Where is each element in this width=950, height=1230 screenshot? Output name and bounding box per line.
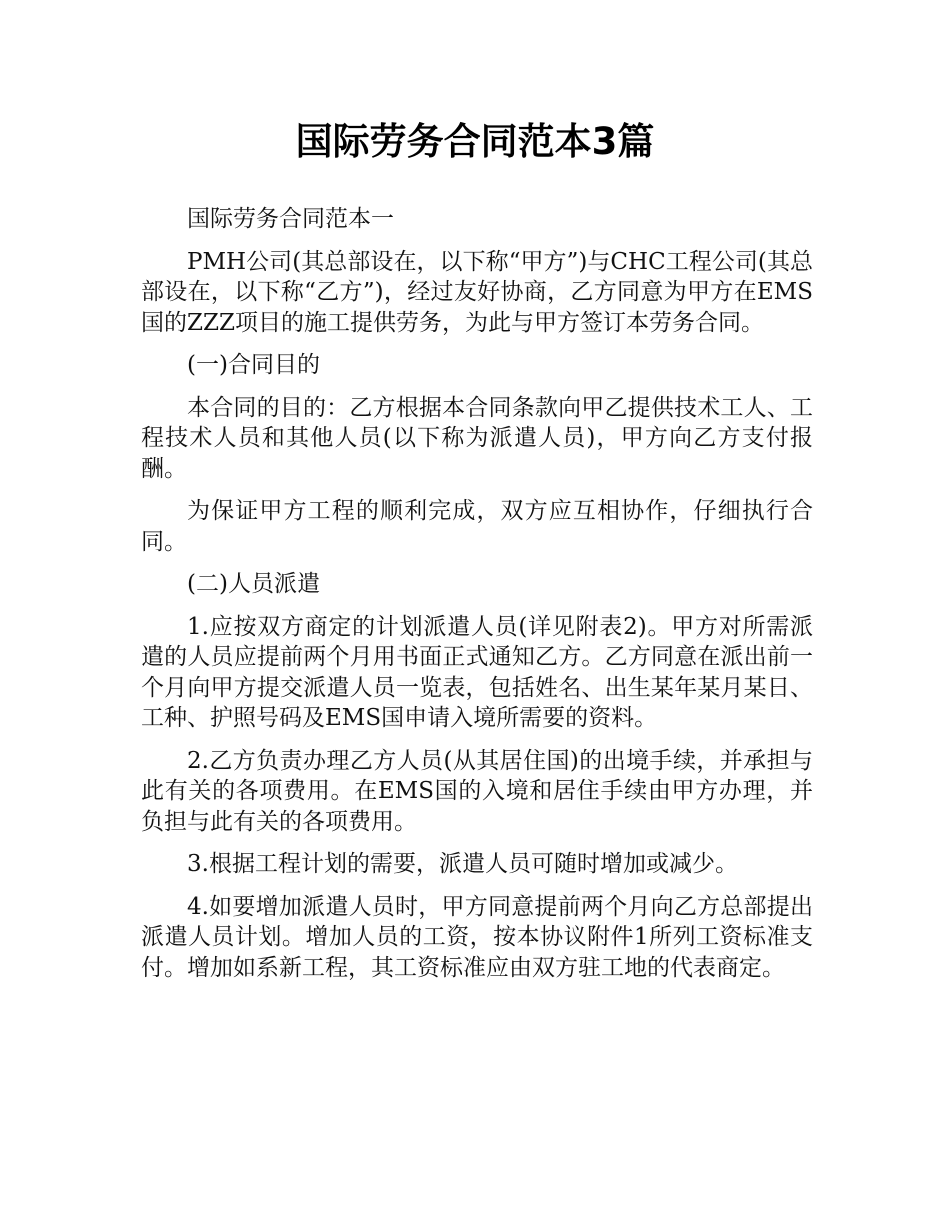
paragraph: 2.乙方负责办理乙方人员(从其居住国)的出境手续，并承担与此有关的各项费用。在EMS国的入境和居住手续由甲方办理，并负担与此有关的各项费用。 <box>141 747 813 835</box>
section-heading: 国际劳务合同范本一 <box>187 206 394 232</box>
section-heading: (一)合同目的 <box>187 352 320 378</box>
document-title: 国际劳务合同范本3篇 <box>295 120 655 163</box>
paragraph: 为保证甲方工程的顺利完成，双方应互相协作，仔细执行合同。 <box>141 498 813 555</box>
paragraph: PMH公司(其总部设在，以下称“甲方”)与CHC工程公司(其总部设在，以下称“乙方”)，经过友好协商，乙方同意为甲方在EMS国的ZZZ项目的施工提供劳务，为此与甲方签订本劳务合同。 <box>141 248 813 336</box>
paragraph: 本合同的目的：乙方根据本合同条款向甲乙提供技术工人、工程技术人员和其他人员(以下称为派遣人员)，甲方向乙方支付报酬。 <box>141 394 813 482</box>
section-heading: (二)人员派遣 <box>187 571 320 597</box>
paragraph: 3.根据工程计划的需要，派遣人员可随时增加或减少。 <box>187 851 738 877</box>
paragraph: 1.应按双方商定的计划派遣人员(详见附表2)。甲方对所需派遣的人员应提前两个月用书面正式通知乙方。乙方同意在派出前一个月向甲方提交派遣人员一览表，包括姓名、出生某年某月某日、工种、护照号码及EMS国申请入境所需要的资料。 <box>141 613 813 731</box>
paragraph: 4.如要增加派遣人员时，甲方同意提前两个月向乙方总部提出派遣人员计划。增加人员的工资，按本协议附件1所列工资标准支付。增加如系新工程，其工资标准应由双方驻工地的代表商定。 <box>141 893 813 981</box>
document-body <box>141 204 813 995</box>
